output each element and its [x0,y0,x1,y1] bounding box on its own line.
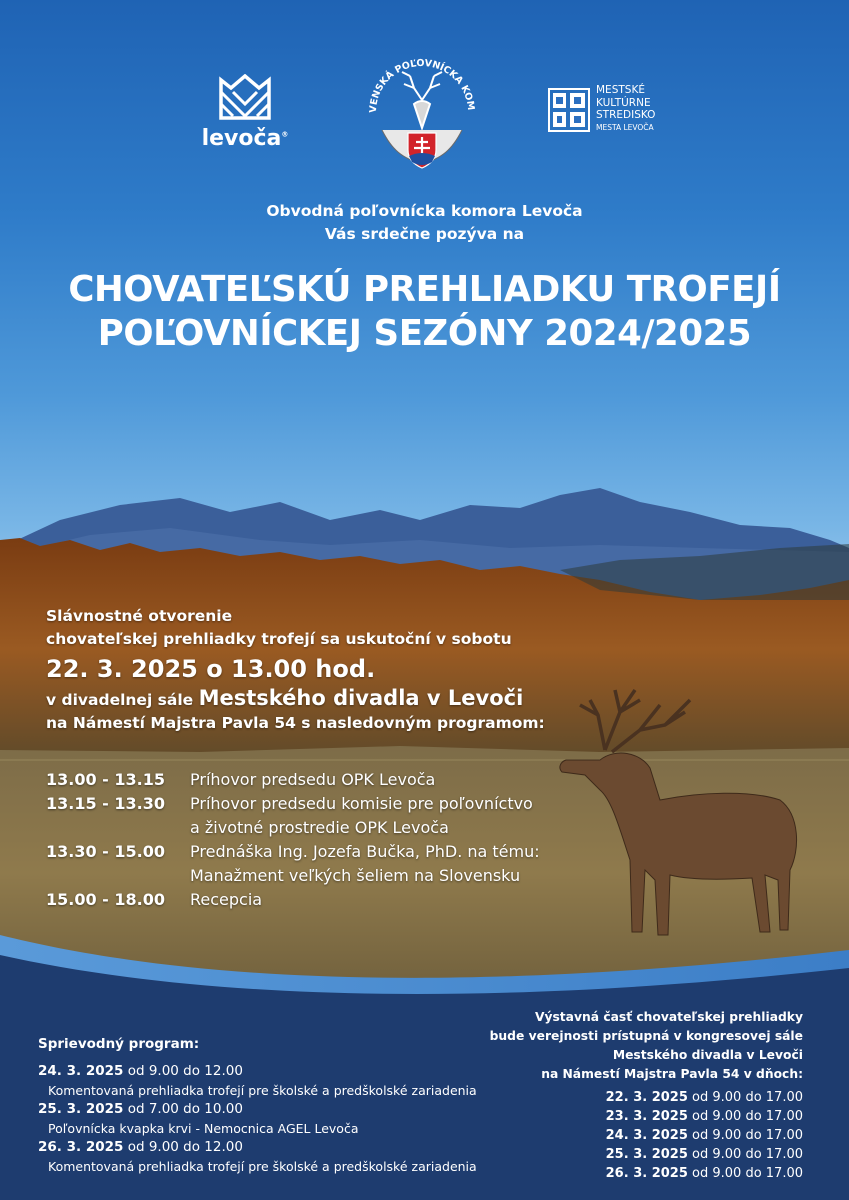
program-text: Manažment veľkých šeliem na Slovensku [190,866,521,885]
intro-line-1: Obvodná poľovnícka komora Levoča [266,202,583,220]
expo-line-1: Výstavná časť chovateľskej prehliadky [534,1010,803,1024]
expo-line-4: na Námestí Majstra Pavla 54 v dňoch: [541,1067,803,1081]
opening-line-2: chovateľskej prehliadky trofejí sa uskutoční v sobotu [46,630,512,648]
companion-date: 24. 3. 2025 od 9.00 do 12.00 [38,1063,243,1079]
program-time [46,816,190,840]
program-text: a životné prostredie OPK Levoča [190,818,449,837]
coat-of-arms-icon [408,133,436,168]
levoca-logo [200,74,290,149]
exhibition-day: 26. 3. 2025 od 9.00 do 17.00 [605,1166,803,1181]
levoca-wordmark: levoča [201,126,282,151]
exhibition-day: 25. 3. 2025 od 9.00 do 17.00 [605,1147,803,1162]
program-row [46,888,540,912]
companion-desc: Komentovaná prehliadka trofejí pre školské a predškolské zariadenia [48,1159,477,1174]
exhibition-day: 24. 3. 2025 od 9.00 do 17.00 [605,1128,803,1143]
program-row [46,840,540,864]
opening-venue: Mestského divadla v Levoči [198,686,524,710]
program-text: Recepcia [190,890,263,909]
chamber-emblem [362,38,482,183]
program-text: Príhovor predsedu OPK Levoča [190,770,436,789]
companion-heading: Sprievodný program: [38,1036,200,1052]
event-title [0,268,849,356]
program-row [46,792,540,816]
opening-info [46,605,545,735]
program-time: 13.30 - 15.00 [46,842,165,861]
exhibition-dates [580,1088,803,1183]
expo-line-3: Mestského divadla v Levoči [612,1048,803,1062]
companion-desc: Poľovnícka kvapka krvi - Nemocnica AGEL Levoča [48,1121,359,1136]
mks-line-3: STREDISKO [596,109,656,121]
mks-icon [548,88,590,132]
registered-mark: ® [281,130,289,139]
intro-line-2: Vás srdečne pozýva na [324,225,525,243]
expo-line-2: bude verejnosti prístupná v kongresovej sále [489,1029,803,1043]
companion-program [38,1036,508,1176]
program-time: 13.00 - 13.15 [46,770,165,789]
opening-datetime: 22. 3. 2025 o 13.00 hod. [46,655,376,683]
program-time: 15.00 - 18.00 [46,890,165,909]
title-line-1: CHOVATEĽSKÚ PREHLIADKU TROFEJÍ [68,269,781,310]
exhibition-info [480,1008,803,1084]
program-schedule [46,768,540,912]
crown-icon [217,74,273,120]
companion-desc: Komentovaná prehliadka trofejí pre školské a predškolské zariadenia [48,1083,477,1098]
companion-date: 25. 3. 2025 od 7.00 do 10.00 [38,1101,243,1117]
program-row [46,816,540,840]
opening-line-5: na Námestí Majstra Pavla 54 s nasledovným programom: [46,714,545,732]
program-text: Príhovor predsedu komisie pre poľovníctvo [190,794,533,813]
mks-line-4: MESTA LEVOČA [596,122,654,132]
program-row [46,768,540,792]
mks-line-2: KULTÚRNE [596,96,651,109]
program-time [46,864,190,888]
invitation-intro [0,200,849,246]
opening-line-1: Slávnostné otvorenie [46,607,233,625]
program-text: Prednáška Ing. Jozefa Bučka, PhD. na tému: [190,842,540,861]
opening-venue-prefix: v divadelnej sále [46,691,199,709]
program-row [46,864,540,888]
exhibition-day: 23. 3. 2025 od 9.00 do 17.00 [605,1109,803,1124]
title-line-2: POĽOVNÍCKEJ SEZÓNY 2024/2025 [97,313,752,354]
exhibition-day: 22. 3. 2025 od 9.00 do 17.00 [605,1090,803,1105]
emblem-text: VENSKÁ POĽOVNÍCKA KOM [367,57,477,114]
mks-logo [548,84,688,134]
deer-head-icon [402,72,442,128]
companion-date: 26. 3. 2025 od 9.00 do 12.00 [38,1139,243,1155]
mks-line-1: MESTSKÉ [596,84,645,96]
program-time: 13.15 - 13.30 [46,794,165,813]
